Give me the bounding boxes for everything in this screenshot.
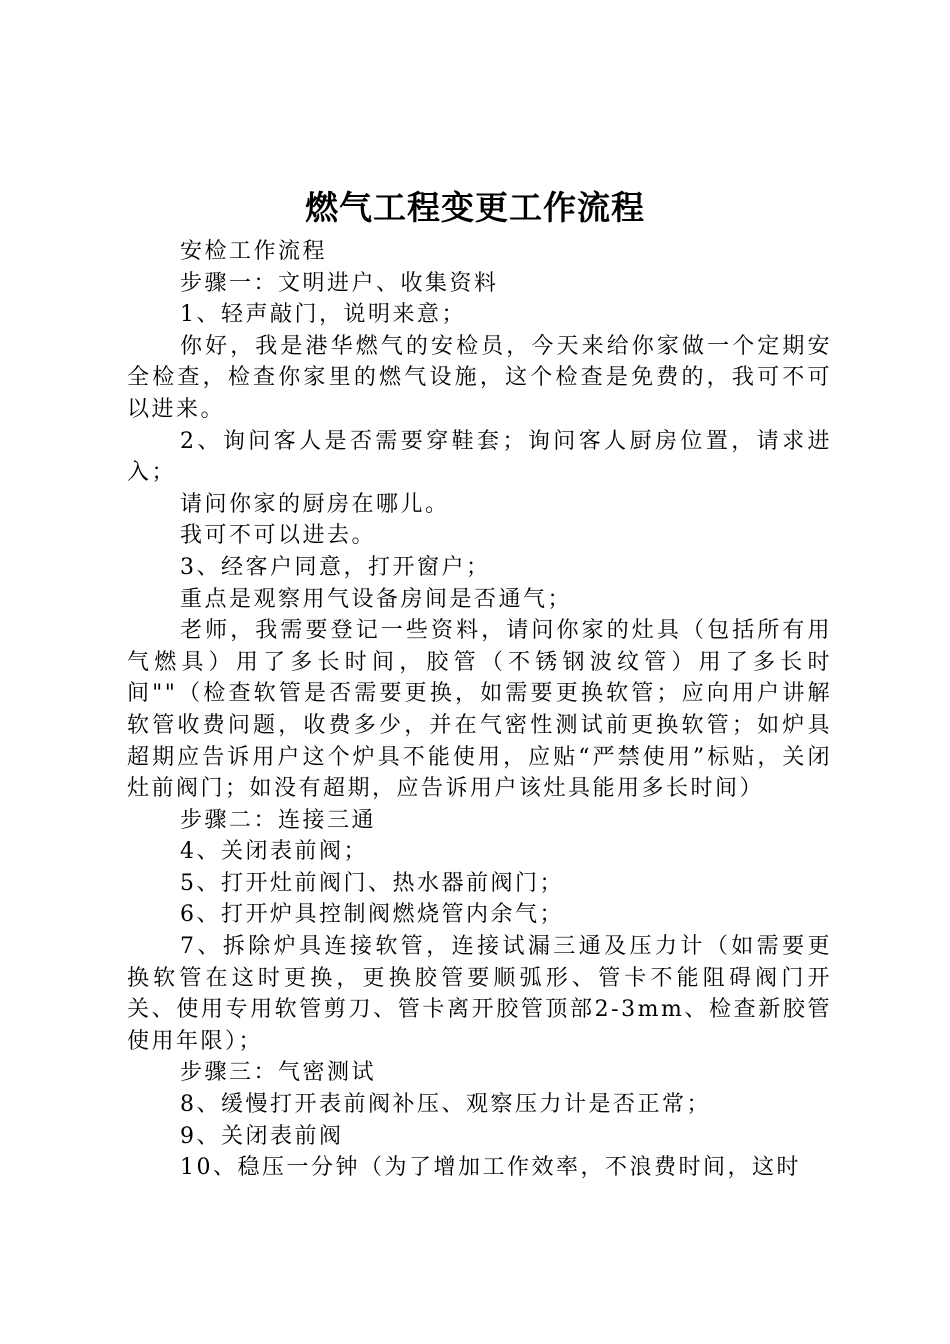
document-body <box>127 236 832 1184</box>
paragraph: 老师，我需要登记一些资料，请问你家的灶具（包括所有用气燃具）用了多长时间，胶管（不锈钢波纹管）用了多长时间""（检查软管是否需要更换，如需要更换软管；应向用户讲解软管收费问题，收费多少，并在气密性测试前更换软管；如炉具超期应告诉用户这个炉具不能使用，应贴“严禁使用”标贴，关闭灶前阀门；如没有超期，应告诉用户该灶具能用多长时间） <box>127 618 832 802</box>
paragraph: 2、询问客人是否需要穿鞋套；询问客人厨房位置，请求进入； <box>127 428 832 486</box>
paragraph: 你好，我是港华燃气的安检员，今天来给你家做一个定期安全检查，检查你家里的燃气设施，这个检查是免费的，我可不可以进来。 <box>127 333 832 422</box>
paragraph: 步骤一：文明进户、收集资料 <box>180 270 499 296</box>
paragraph: 6、打开炉具控制阀燃烧管内余气； <box>180 902 564 928</box>
paragraph: 5、打开灶前阀门、热水器前阀门； <box>180 870 564 896</box>
paragraph: 10、稳压一分钟（为了增加工作效率，不浪费时间，这时 <box>180 1155 801 1181</box>
paragraph: 9、关闭表前阀 <box>180 1123 344 1149</box>
paragraph: 步骤三：气密测试 <box>180 1060 377 1086</box>
paragraph: 3、经客户同意，打开窗户； <box>180 554 491 580</box>
paragraph: 重点是观察用气设备房间是否通气； <box>180 586 573 612</box>
paragraph: 4、关闭表前阀； <box>180 839 368 865</box>
paragraph: 8、缓慢打开表前阀补压、观察压力计是否正常； <box>180 1092 711 1118</box>
paragraph: 1、轻声敲门，说明来意； <box>180 302 466 328</box>
paragraph: 7、拆除炉具连接软管，连接试漏三通及压力计（如需要更换软管在这时更换，更换胶管要顺弧形、管卡不能阻碍阀门开关、使用专用软管剪刀、管卡离开胶管顶部2-3mm、检查新胶管使用年限）； <box>127 934 832 1054</box>
paragraph: 我可不可以进去。 <box>180 523 377 549</box>
paragraph: 步骤二：连接三通 <box>180 807 377 833</box>
document-title: 燃气工程变更工作流程 <box>305 188 645 227</box>
paragraph: 安检工作流程 <box>180 239 328 264</box>
paragraph: 请问你家的厨房在哪儿。 <box>180 491 450 517</box>
